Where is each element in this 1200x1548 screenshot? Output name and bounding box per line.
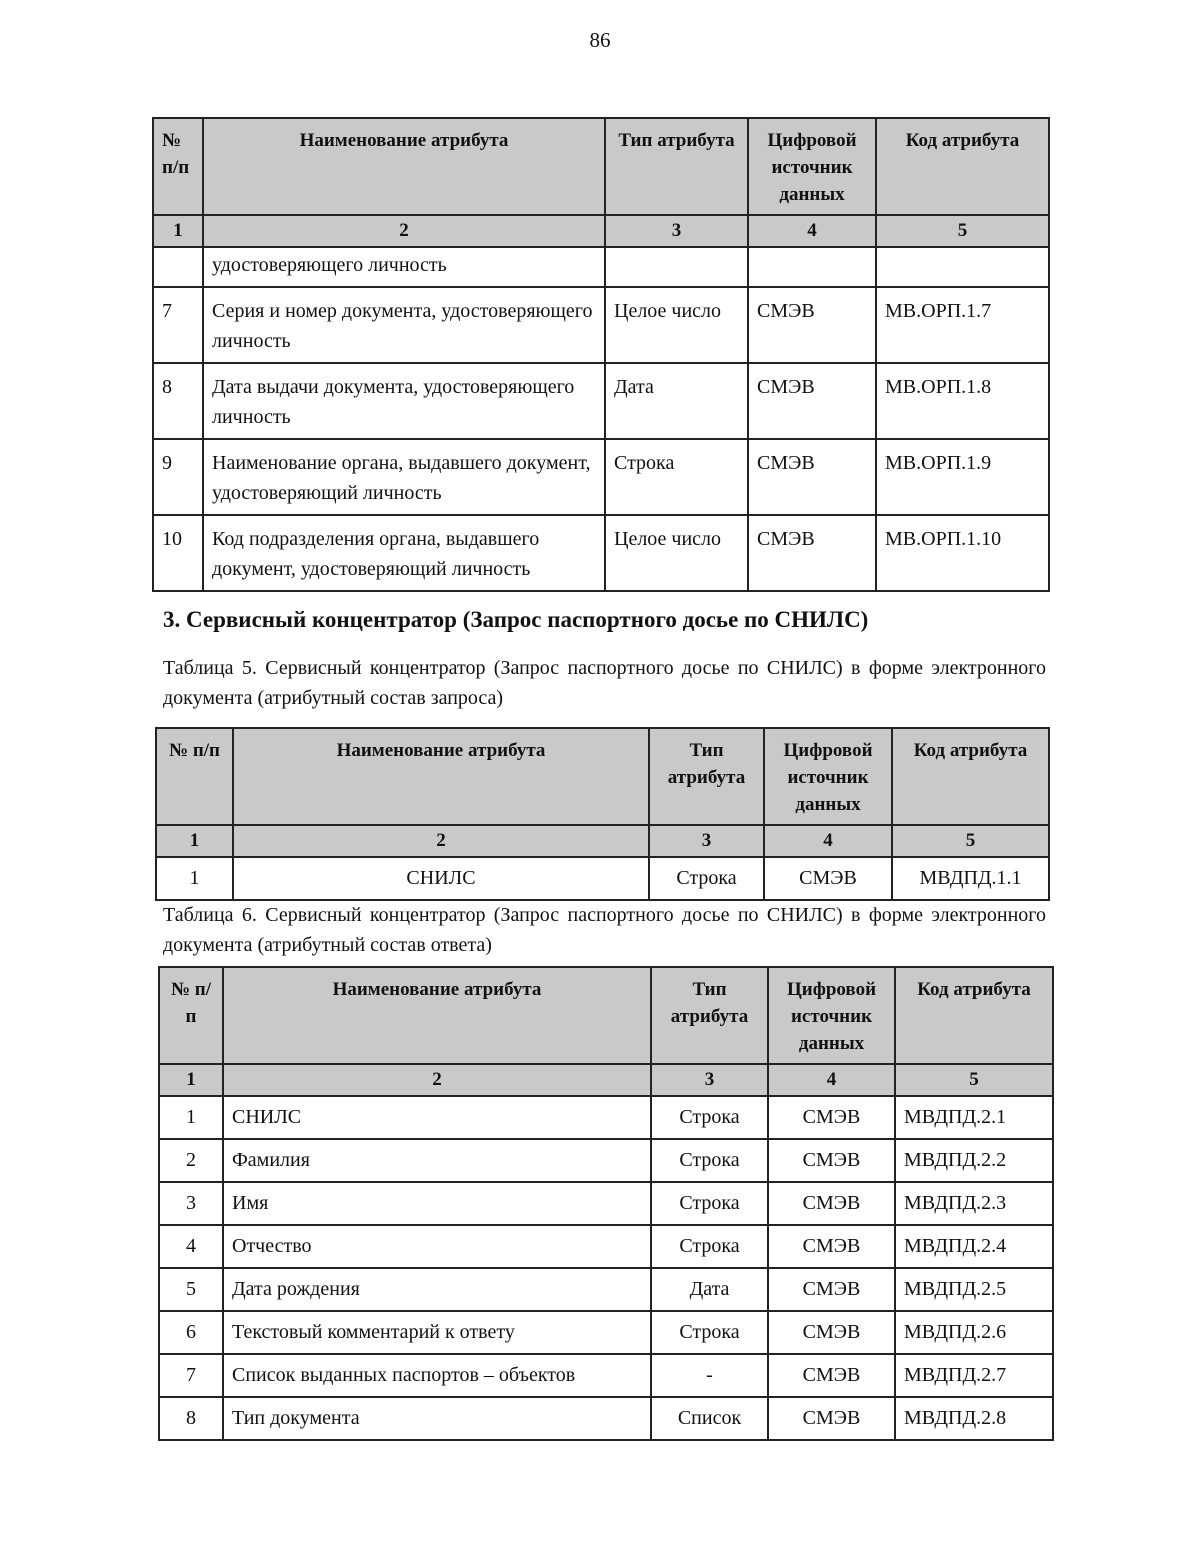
header-code: Код атрибута [895, 967, 1053, 1064]
cell-source: СМЭВ [764, 857, 892, 900]
cell-type: Список [651, 1397, 768, 1440]
cell-name: СНИЛС [233, 857, 649, 900]
cell-code: МВДПД.2.6 [895, 1311, 1053, 1354]
cell-name: Код подразделения органа, выдавшего документ, удостоверяющий личность [203, 515, 605, 591]
col-number: 2 [223, 1064, 651, 1096]
cell-type: Дата [605, 363, 748, 439]
table-row [159, 1311, 1053, 1354]
table-row [153, 363, 1049, 439]
table5-caption: Таблица 5. Сервисный концентратор (Запрос паспортного досье по СНИЛС) в форме электронного документа (атрибутный состав запроса) [163, 657, 1046, 709]
table-row [159, 1397, 1053, 1440]
cell-type: Целое число [605, 515, 748, 591]
col-number: 4 [764, 825, 892, 857]
table-row [159, 1182, 1053, 1225]
table-row [153, 515, 1049, 591]
cell-type: Строка [605, 439, 748, 515]
cell-name: Список выданных паспортов – объектов [223, 1354, 651, 1397]
col-number: 1 [153, 215, 203, 247]
col-number: 5 [892, 825, 1049, 857]
col-number: 4 [748, 215, 876, 247]
cell-type [605, 247, 748, 287]
cell-source: СМЭВ [768, 1268, 895, 1311]
col-number: 1 [159, 1064, 223, 1096]
cell-source: СМЭВ [768, 1139, 895, 1182]
table-row [159, 1268, 1053, 1311]
cell-num: 1 [156, 857, 233, 900]
cell-code: МВ.ОРП.1.10 [876, 515, 1049, 591]
cell-code: МВДПД.2.5 [895, 1268, 1053, 1311]
cell-name: Тип документа [223, 1397, 651, 1440]
cell-source: СМЭВ [768, 1397, 895, 1440]
cell-type: Строка [649, 857, 764, 900]
table-row [159, 1139, 1053, 1182]
attributes-table-continued [152, 117, 1050, 592]
header-num: № п/п [153, 118, 203, 215]
cell-code: МВДПД.2.3 [895, 1182, 1053, 1225]
col-number: 3 [605, 215, 748, 247]
cell-type: Строка [651, 1182, 768, 1225]
cell-num: 8 [159, 1397, 223, 1440]
table-row [156, 857, 1049, 900]
section-heading: 3. Сервисный концентратор (Запрос паспортного досье по СНИЛС) [163, 607, 869, 632]
cell-num: 1 [159, 1096, 223, 1139]
cell-num: 9 [153, 439, 203, 515]
col-number: 5 [876, 215, 1049, 247]
cell-num: 3 [159, 1182, 223, 1225]
header-source: Цифровой источник данных [768, 967, 895, 1064]
header-name: Наименование атрибута [203, 118, 605, 215]
cell-code: МВДПД.2.1 [895, 1096, 1053, 1139]
table6-caption: Таблица 6. Сервисный концентратор (Запрос паспортного досье по СНИЛС) в форме электронного документа (атрибутный состав ответа) [163, 904, 1046, 956]
col-number: 3 [649, 825, 764, 857]
cell-code: МВДПД.2.4 [895, 1225, 1053, 1268]
cell-type: Строка [651, 1139, 768, 1182]
cell-code [876, 247, 1049, 287]
cell-source: СМЭВ [768, 1182, 895, 1225]
header-code: Код атрибута [876, 118, 1049, 215]
col-number: 1 [156, 825, 233, 857]
cell-name: Наименование органа, выдавшего документ, удостоверяющий личность [203, 439, 605, 515]
cell-name: Фамилия [223, 1139, 651, 1182]
col-number: 3 [651, 1064, 768, 1096]
cell-source: СМЭВ [748, 363, 876, 439]
table5-request-attributes [155, 727, 1050, 901]
header-code: Код атрибута [892, 728, 1049, 825]
header-source: Цифровой источник данных [748, 118, 876, 215]
cell-num: 2 [159, 1139, 223, 1182]
cell-source [748, 247, 876, 287]
cell-type: Строка [651, 1311, 768, 1354]
cell-source: СМЭВ [748, 515, 876, 591]
cell-num: 7 [159, 1354, 223, 1397]
cell-code: МВ.ОРП.1.9 [876, 439, 1049, 515]
cell-code: МВ.ОРП.1.7 [876, 287, 1049, 363]
col-number: 2 [203, 215, 605, 247]
header-type: Тип атрибута [649, 728, 764, 825]
table-row [153, 439, 1049, 515]
cell-num: 5 [159, 1268, 223, 1311]
cell-source: СМЭВ [748, 439, 876, 515]
cell-name: Отчество [223, 1225, 651, 1268]
header-type: Тип атрибута [605, 118, 748, 215]
header-name: Наименование атрибута [233, 728, 649, 825]
cell-type: Строка [651, 1096, 768, 1139]
cell-num: 6 [159, 1311, 223, 1354]
cell-type: Дата [651, 1268, 768, 1311]
table-row [159, 1096, 1053, 1139]
cell-num [153, 247, 203, 287]
cell-source: СМЭВ [768, 1354, 895, 1397]
cell-name: удостоверяющего личность [203, 247, 605, 287]
cell-name: Серия и номер документа, удостоверяющего личность [203, 287, 605, 363]
cell-code: МВДПД.2.8 [895, 1397, 1053, 1440]
col-number: 2 [233, 825, 649, 857]
cell-source: СМЭВ [768, 1096, 895, 1139]
header-source: Цифровой источник данных [764, 728, 892, 825]
cell-name: Имя [223, 1182, 651, 1225]
header-type: Тип атрибута [651, 967, 768, 1064]
header-name: Наименование атрибута [223, 967, 651, 1064]
cell-source: СМЭВ [768, 1311, 895, 1354]
cell-name: СНИЛС [223, 1096, 651, 1139]
cell-num: 8 [153, 363, 203, 439]
table-row [159, 1354, 1053, 1397]
cell-source: СМЭВ [768, 1225, 895, 1268]
cell-num: 7 [153, 287, 203, 363]
cell-code: МВДПД.2.7 [895, 1354, 1053, 1397]
cell-code: МВДПД.2.2 [895, 1139, 1053, 1182]
table-row [153, 287, 1049, 363]
cell-name: Текстовый комментарий к ответу [223, 1311, 651, 1354]
cell-num: 4 [159, 1225, 223, 1268]
col-number: 4 [768, 1064, 895, 1096]
cell-code: МВ.ОРП.1.8 [876, 363, 1049, 439]
table-row [153, 247, 1049, 287]
col-number: 5 [895, 1064, 1053, 1096]
header-num: № п/п [159, 967, 223, 1064]
header-num: № п/п [156, 728, 233, 825]
cell-type: Целое число [605, 287, 748, 363]
cell-type: Строка [651, 1225, 768, 1268]
cell-source: СМЭВ [748, 287, 876, 363]
cell-num: 10 [153, 515, 203, 591]
table6-response-attributes [158, 966, 1054, 1441]
cell-name: Дата рождения [223, 1268, 651, 1311]
table-row [159, 1225, 1053, 1268]
page-number: 86 [589, 28, 611, 52]
cell-code: МВДПД.1.1 [892, 857, 1049, 900]
cell-name: Дата выдачи документа, удостоверяющего личность [203, 363, 605, 439]
cell-type: - [651, 1354, 768, 1397]
